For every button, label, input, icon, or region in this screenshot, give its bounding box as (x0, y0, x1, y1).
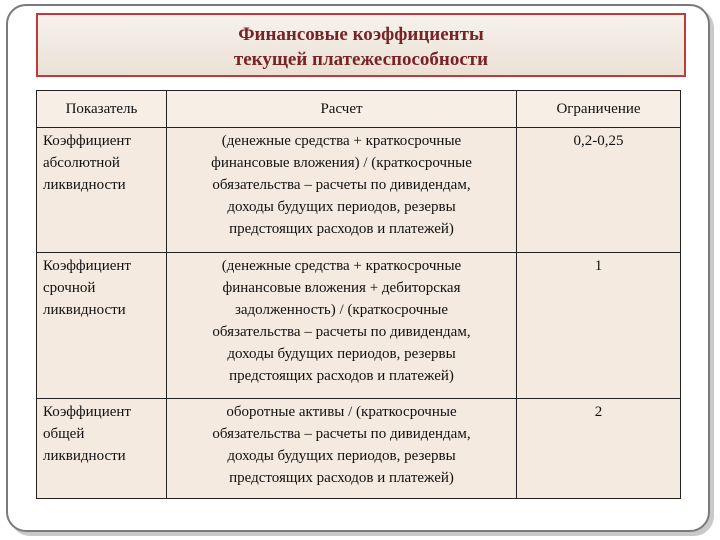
formula-line: обязательства – расчеты по дивидендам, (212, 324, 471, 340)
formula-line: (денежные средства + краткосрочные (221, 133, 462, 149)
formula-line: доходы будущих периодов, резервы (227, 199, 456, 215)
row-limit: 2 (517, 399, 681, 499)
header-indicator: Показатель (37, 91, 167, 128)
ratios-table (36, 90, 681, 499)
row-formula (167, 128, 517, 253)
formula-line: задолженность) / (краткосрочные (234, 302, 449, 318)
row-limit: 0,2-0,25 (517, 128, 681, 253)
header-limit: Ограничение (517, 91, 681, 128)
indicator-line: Коэффициент (43, 258, 131, 274)
table-header-row (37, 91, 681, 128)
formula-line: предстоящих расходов и платежей) (229, 368, 454, 384)
title-line-2: текущей платежеспособности (233, 49, 489, 70)
row-indicator (37, 253, 167, 399)
formula-line: предстоящих расходов и платежей) (229, 221, 454, 237)
slide-title (36, 13, 686, 77)
formula-line: оборотные активы / (краткосрочные (226, 404, 457, 420)
row-formula (167, 399, 517, 499)
formula-line: доходы будущих периодов, резервы (227, 346, 456, 362)
indicator-line: ликвидности (43, 302, 126, 318)
title-line-1: Финансовые коэффициенты (238, 24, 484, 45)
formula-line: финансовые вложения + дебиторская (222, 280, 461, 296)
indicator-line: срочной (43, 280, 96, 296)
row-indicator (37, 128, 167, 253)
indicator-line: Коэффициент (43, 133, 131, 149)
indicator-line: ликвидности (43, 448, 126, 464)
formula-line: обязательства – расчеты по дивидендам, (212, 177, 471, 193)
indicator-line: абсолютной (43, 155, 120, 171)
table-row (37, 399, 681, 499)
formula-line: финансовые вложения) / (краткосрочные (211, 155, 472, 171)
table-row (37, 253, 681, 399)
formula-line: (денежные средства + краткосрочные (221, 258, 462, 274)
table-row (37, 128, 681, 253)
row-limit: 1 (517, 253, 681, 399)
indicator-line: ликвидности (43, 177, 126, 193)
header-formula: Расчет (167, 91, 517, 128)
formula-line: обязательства – расчеты по дивидендам, (212, 426, 471, 442)
formula-line: предстоящих расходов и платежей) (229, 470, 454, 486)
row-indicator (37, 399, 167, 499)
formula-line: доходы будущих периодов, резервы (227, 448, 456, 464)
indicator-line: Коэффициент (43, 404, 131, 420)
row-formula (167, 253, 517, 399)
indicator-line: общей (43, 426, 85, 442)
